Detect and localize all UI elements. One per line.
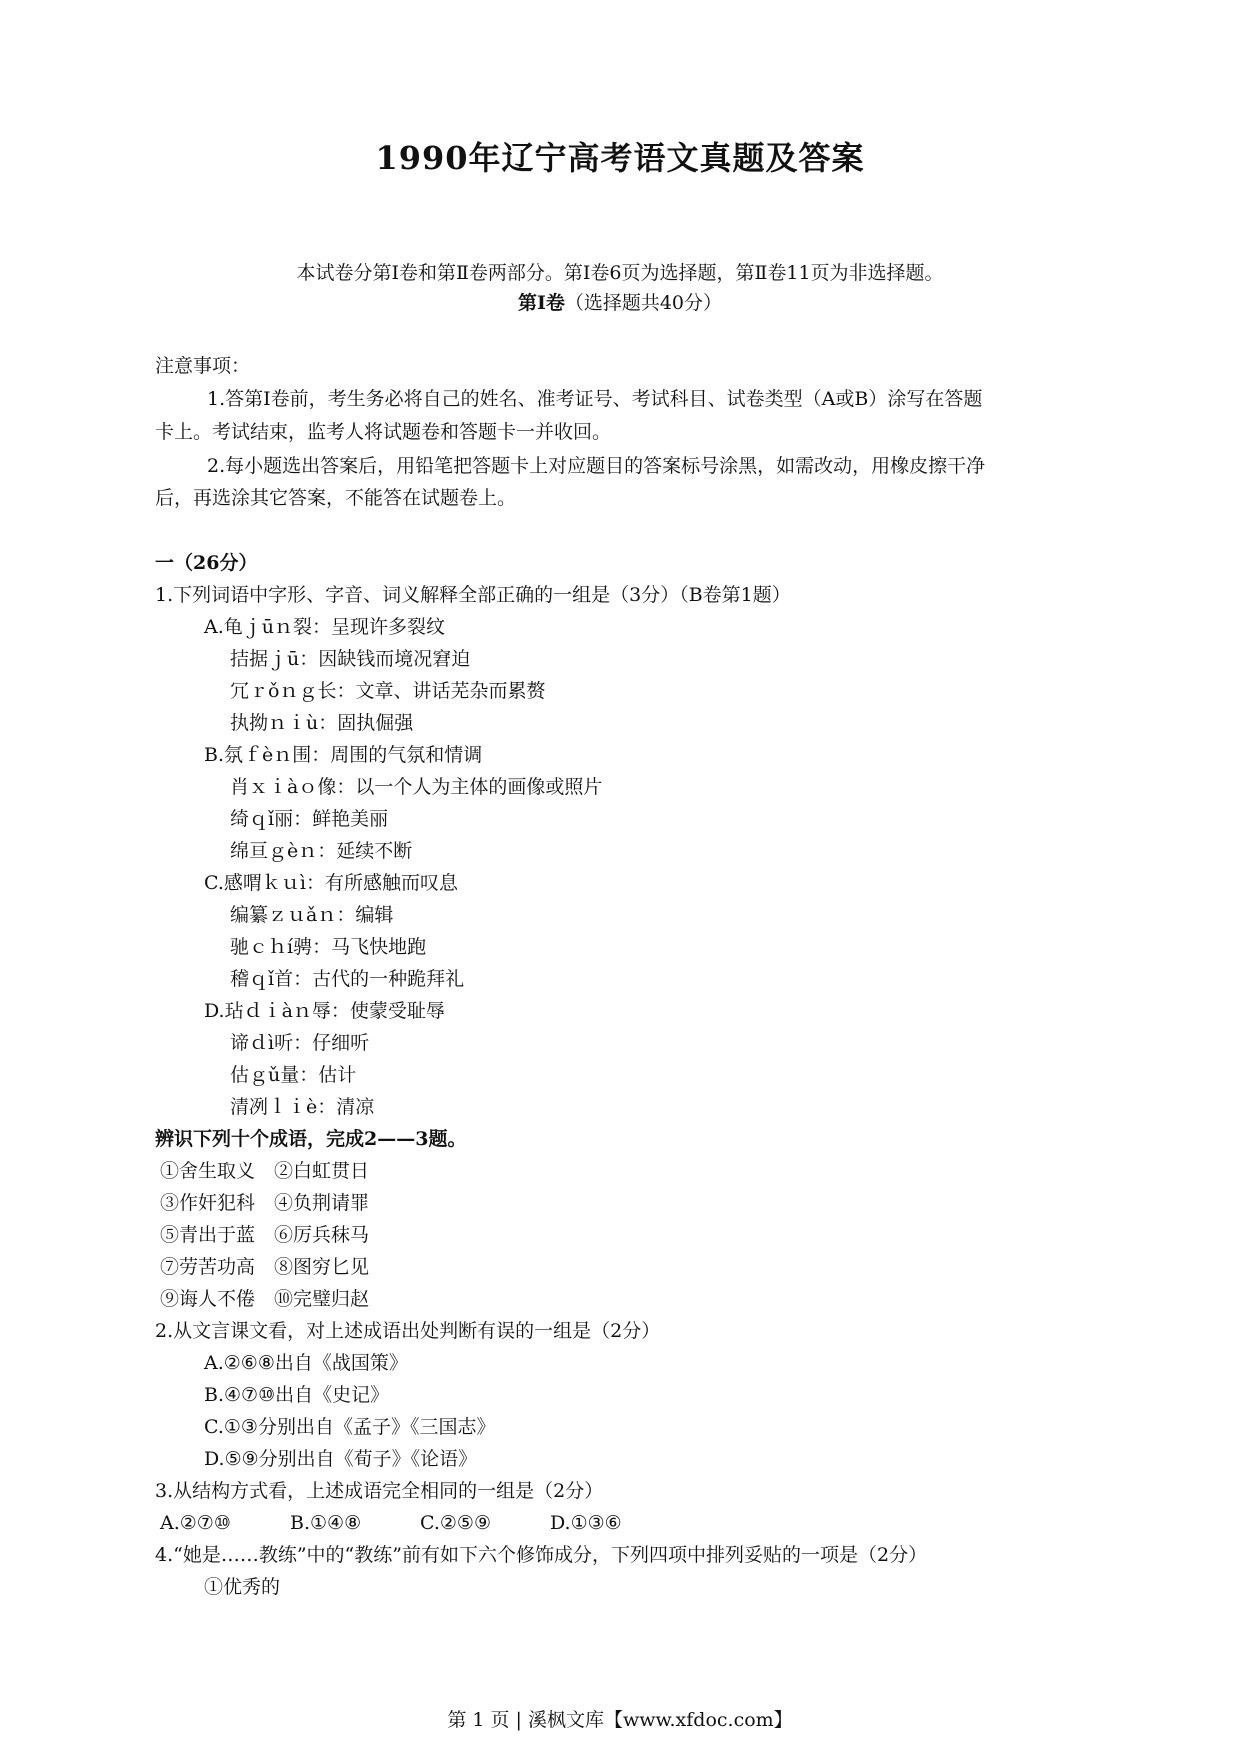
part1-note: （选择题共40分）	[564, 292, 723, 314]
notice-item1-line2: 卡上。考试结束，监考人将试题卷和答题卡一并收回。	[155, 421, 612, 443]
part1-heading: 第Ⅰ卷	[517, 292, 565, 314]
idiom-row: ⑤青出于蓝 ⑥厉兵秣马	[160, 1224, 370, 1246]
q1-option-b-4: 绵亘ｇèｎ：延续不断	[230, 840, 413, 862]
q1-option-c-4: 稽ｑǐ首：古代的一种跪拜礼	[230, 968, 465, 990]
q2-option-a: A.②⑥⑧出自《战国策》	[204, 1352, 408, 1374]
q1-option-a-4: 执拗ｎｉù：固执倔强	[230, 712, 414, 734]
section1-heading: 一（26分）	[155, 552, 258, 574]
idiom-row: ①舍生取义 ②白虹贯日	[160, 1160, 370, 1182]
q2-option-c: C.①③分别出自《孟子》《三国志》	[204, 1416, 496, 1438]
q3-option-a: A.②⑦⑩	[160, 1512, 231, 1534]
question-4: 4.“她是……教练”中的“教练”前有如下六个修饰成分，下列四项中排列妥贴的一项是（2分）	[155, 1544, 928, 1566]
q1-option-d-2: 谛ｄì听：仔细听	[230, 1032, 370, 1054]
q1-option-a-1: A.龟ｊūｎ裂：呈现许多裂纹	[204, 616, 445, 638]
q1-option-d-4: 清冽ｌｉè：清凉	[230, 1096, 375, 1118]
notice-item2-line1: 2.每小题选出答案后，用铅笔把答题卡上对应题目的答案标号涂黑，如需改动，用橡皮擦干净	[207, 455, 986, 477]
q1-option-a-2: 拮据ｊū：因缺钱而境况窘迫	[230, 648, 471, 670]
q1-option-a-3: 冗ｒǒｎｇ长：文章、讲话芜杂而累赘	[230, 680, 546, 702]
q1-option-c-3: 驰ｃｈí骋：马飞快地跑	[230, 936, 427, 958]
notice-item2-line2: 后，再选涂其它答案，不能答在试题卷上。	[155, 487, 517, 509]
q3-option-c: C.②⑤⑨	[420, 1512, 491, 1534]
document-title: 1990年辽宁高考语文真题及答案	[375, 139, 865, 177]
idiom-row: ⑨诲人不倦 ⑩完璧归赵	[160, 1288, 370, 1310]
q1-option-b-2: 肖ｘｉàｏ像：以一个人为主体的画像或照片	[230, 776, 603, 798]
q1-option-b-3: 绮ｑǐ丽：鲜艳美丽	[230, 808, 389, 830]
q1-option-d-3: 估ｇǔ量：估计	[230, 1064, 357, 1086]
q1-option-c-2: 编纂ｚｕǎｎ：编辑	[230, 904, 394, 926]
q1-option-b-1: B.氛ｆèｎ围：周围的气氛和情调	[204, 744, 483, 766]
intro-text: 本试卷分第Ⅰ卷和第Ⅱ卷两部分。第Ⅰ卷6页为选择题，第Ⅱ卷11页为非选择题。	[296, 262, 944, 284]
q2-option-b: B.④⑦⑩出自《史记》	[204, 1384, 390, 1406]
part1-heading-line	[0, 288, 1240, 315]
question-1: 1.下列词语中字形、字音、词义解释全部正确的一组是（3分）（B卷第1题）	[155, 584, 791, 606]
q3-option-b: B.①④⑧	[290, 1512, 362, 1534]
question-2: 2.从文言课文看，对上述成语出处判断有误的一组是（2分）	[155, 1320, 661, 1342]
idiom-row: ⑦劳苦功高 ⑧图穷匕见	[160, 1256, 370, 1278]
q4-item-1: ①优秀的	[204, 1576, 281, 1598]
notice-heading: 注意事项：	[155, 355, 251, 377]
question-3: 3.从结构方式看，上述成语完全相同的一组是（2分）	[155, 1480, 604, 1502]
idiom-heading: 辨识下列十个成语，完成2——3题。	[155, 1128, 467, 1150]
idiom-row: ③作奸犯科 ④负荆请罪	[160, 1192, 370, 1214]
q1-option-c-1: C.感喟ｋｕì：有所感触而叹息	[204, 872, 458, 894]
q1-option-d-1: D.玷ｄｉàｎ辱：使蒙受耻辱	[204, 1000, 445, 1022]
q2-option-d: D.⑤⑨分别出自《荀子》《论语》	[204, 1448, 478, 1470]
q3-option-d: D.①③⑥	[550, 1512, 622, 1534]
notice-item1-line1: 1.答第Ⅰ卷前，考生务必将自己的姓名、准考证号、考试科目、试卷类型（A或B）涂写在答题	[207, 388, 983, 410]
page-footer: 第 1 页 | 溪枫文库【www.xfdoc.com】	[447, 1709, 793, 1731]
